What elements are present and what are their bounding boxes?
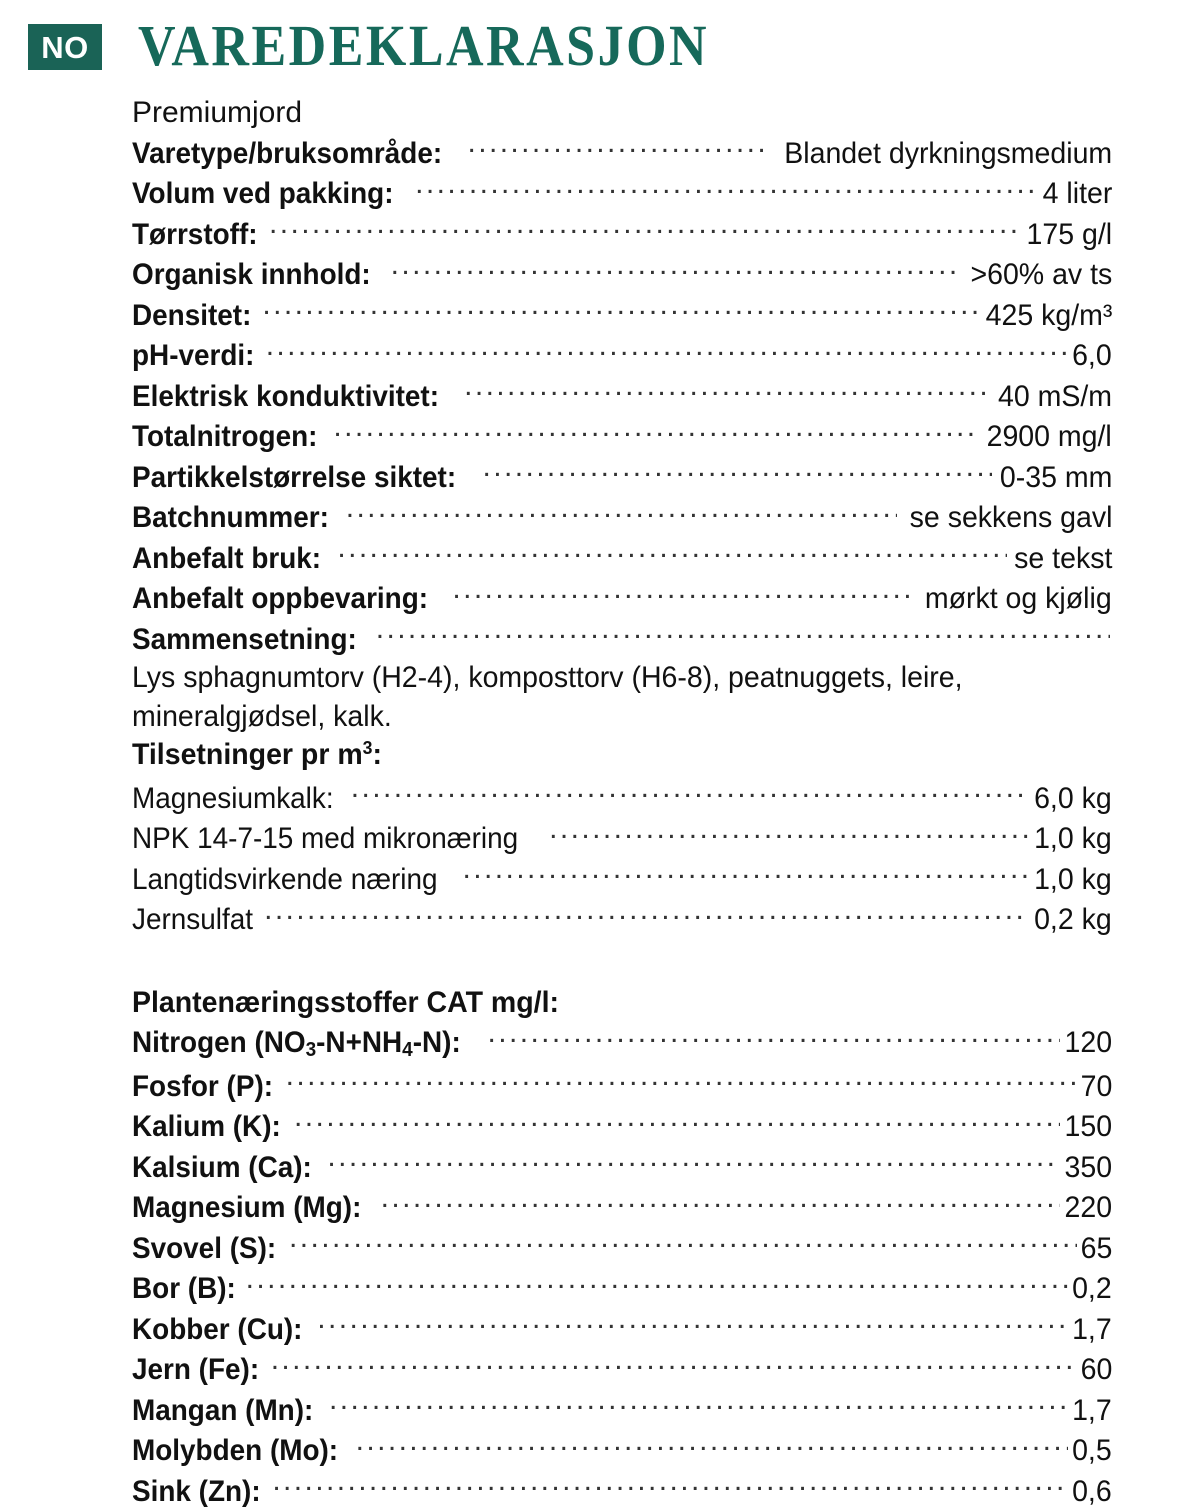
additive-jernsulfat-row (132, 899, 1112, 940)
specifications-list (132, 133, 1112, 660)
dot-leader (452, 578, 913, 608)
nutrient-label-nitrogen (132, 1024, 461, 1066)
additive-npk-14-7-15-med-mikronaering-value: 1,0 kg (1034, 820, 1112, 859)
nutrient-svovel-s-row (132, 1228, 1112, 1269)
spec-batchnummer-row (132, 497, 1112, 538)
nitrogen-part-3: -N): (413, 1026, 461, 1059)
dot-leader (337, 538, 1006, 568)
spec-densitet-label: Densitet: (132, 297, 251, 336)
nutrient-fosfor-p-label: Fosfor (P): (132, 1068, 273, 1107)
additives-list (132, 778, 1112, 940)
dot-leader (376, 619, 1110, 649)
spec-densitet-value: 425 kg/m³ (985, 297, 1112, 336)
additive-jernsulfat-value: 0,2 kg (1034, 901, 1112, 940)
dot-leader (271, 1349, 1077, 1379)
spec-varetype-bruksomrade-row (132, 133, 1112, 174)
spec-elektrisk-konduktivitet-value: 40 mS/m (998, 378, 1112, 417)
dot-leader (266, 335, 1069, 365)
nutrient-fosfor-p-row (132, 1066, 1112, 1107)
nutrient-sink-zn-row (132, 1471, 1112, 1511)
spec-volum-ved-pakking-label: Volum ved pakking: (132, 175, 393, 214)
spec-torrstoff-label: Tørrstoff: (132, 216, 258, 255)
nitrogen-subscript-4: 4 (402, 1039, 413, 1061)
dot-leader (327, 1147, 1060, 1177)
dot-leader (272, 1471, 1068, 1501)
additive-langtidsvirkende-naering-label: Langtidsvirkende næring (132, 861, 438, 900)
spec-sammensetning-label: Sammensetning: (132, 621, 357, 660)
nutrient-svovel-s-value: 65 (1080, 1230, 1112, 1269)
spec-torrstoff-value: 175 g/l (1026, 216, 1112, 255)
spec-anbefalt-oppbevaring-row (132, 578, 1112, 619)
label-header (0, 0, 1200, 72)
additives-heading-colon: : (373, 738, 383, 771)
additive-magnesiumkalk-label: Magnesiumkalk: (132, 780, 334, 819)
additive-npk-14-7-15-med-mikronaering-row (132, 818, 1112, 859)
nutrients-list (132, 1066, 1112, 1511)
nutrient-molybden-mo-label: Molybden (Mo): (132, 1432, 338, 1471)
spec-anbefalt-oppbevaring-value: mørkt og kjølig (925, 580, 1112, 619)
additive-langtidsvirkende-naering-row (132, 859, 1112, 900)
composition-line-1: Lys sphagnumtorv (H2-4), komposttorv (H6-8), peatnuggets, leire, (132, 659, 1063, 698)
spec-torrstoff-row (132, 214, 1112, 255)
spec-batchnummer-value: se sekkens gavl (909, 499, 1112, 538)
spec-organisk-innhold-row (132, 254, 1112, 295)
spec-anbefalt-bruk-value: se tekst (1014, 540, 1112, 579)
nutrient-magnesium-mg-row (132, 1187, 1112, 1228)
dot-leader (549, 818, 1028, 848)
spec-elektrisk-konduktivitet-row (132, 376, 1112, 417)
additives-heading-text: Tilsetninger pr m (132, 738, 363, 771)
nutrient-jern-fe-value: 60 (1080, 1351, 1112, 1390)
spec-totalnitrogen-value: 2900 mg/l (987, 418, 1112, 457)
nutrient-kobber-cu-label: Kobber (Cu): (132, 1311, 302, 1350)
nutrient-sink-zn-label: Sink (Zn): (132, 1473, 261, 1511)
nutrient-kalium-k-row (132, 1106, 1112, 1147)
additive-jernsulfat-label: Jernsulfat (132, 901, 253, 940)
composition-line-2: mineralgjødsel, kalk. (132, 698, 1063, 737)
nitrogen-subscript-3: 3 (306, 1039, 317, 1061)
nitrogen-part-1: Nitrogen (NO (132, 1026, 306, 1059)
nutrient-mangan-mn-row (132, 1390, 1112, 1431)
dot-leader (317, 1309, 1068, 1339)
nutrient-molybden-mo-row (132, 1430, 1112, 1471)
nutrient-kalsium-ca-row (132, 1147, 1112, 1188)
dot-leader (356, 1430, 1069, 1460)
spec-elektrisk-konduktivitet-label: Elektrisk konduktivitet: (132, 378, 439, 417)
spec-partikkelstorrelse-siktet-value: 0-35 mm (1000, 459, 1112, 498)
dot-leader (289, 1228, 1077, 1258)
page-title: VAREDEKLARASJON (138, 18, 709, 76)
composition-text (132, 659, 1112, 736)
dot-leader (294, 1106, 1060, 1136)
nutrient-sink-zn-value: 0,6 (1072, 1473, 1112, 1511)
dot-leader (346, 497, 897, 527)
nutrients-heading: Plantenæringsstoffer CAT mg/l: (132, 984, 1063, 1023)
dot-leader (329, 1390, 1068, 1420)
spec-ph-verdi-value: 6,0 (1072, 337, 1112, 376)
spec-volum-ved-pakking-row (132, 173, 1112, 214)
dot-leader (262, 295, 976, 325)
spec-organisk-innhold-label: Organisk innhold: (132, 256, 371, 295)
nutrient-magnesium-mg-value: 220 (1064, 1189, 1112, 1228)
spec-anbefalt-bruk-label: Anbefalt bruk: (132, 540, 321, 579)
dot-leader (333, 416, 978, 446)
nutrient-bor-b-label: Bor (B): (132, 1270, 236, 1309)
nutrient-bor-b-row (132, 1268, 1112, 1309)
nutrient-bor-b-value: 0,2 (1072, 1270, 1112, 1309)
additives-heading-superscript: 3 (363, 737, 373, 758)
dot-leader (381, 1187, 1060, 1217)
dot-leader (464, 376, 990, 406)
nutrient-kobber-cu-value: 1,7 (1072, 1311, 1112, 1350)
nutrient-kalsium-ca-value: 350 (1064, 1149, 1112, 1188)
spec-organisk-innhold-value: >60% av ts (970, 256, 1112, 295)
additive-magnesiumkalk-value: 6,0 kg (1034, 780, 1112, 819)
nutrient-mangan-mn-value: 1,7 (1072, 1392, 1112, 1431)
declaration-sheet (0, 72, 1200, 1511)
dot-leader (483, 457, 992, 487)
product-name: Premiumjord (132, 94, 1112, 133)
dot-leader (351, 778, 1029, 808)
nutrient-jern-fe-label: Jern (Fe): (132, 1351, 259, 1390)
nutrient-svovel-s-label: Svovel (S): (132, 1230, 276, 1269)
nutrient-kalium-k-value: 150 (1064, 1108, 1112, 1147)
nutrient-kobber-cu-row (132, 1309, 1112, 1350)
spec-totalnitrogen-row (132, 416, 1112, 457)
spec-batchnummer-label: Batchnummer: (132, 499, 329, 538)
section-spacer (132, 940, 1112, 984)
dot-leader (391, 254, 961, 284)
dot-leader (264, 899, 1028, 929)
language-badge: NO (28, 24, 102, 70)
nutrient-jern-fe-row (132, 1349, 1112, 1390)
spec-densitet-row (132, 295, 1112, 336)
additive-npk-14-7-15-med-mikronaering-label: NPK 14-7-15 med mikronæring (132, 820, 518, 859)
spec-ph-verdi-label: pH-verdi: (132, 337, 254, 376)
spec-anbefalt-bruk-row (132, 538, 1112, 579)
additive-langtidsvirkende-naering-value: 1,0 kg (1034, 861, 1112, 900)
dot-leader (269, 214, 1020, 244)
nutrient-molybden-mo-value: 0,5 (1072, 1432, 1112, 1471)
dot-leader (246, 1268, 1069, 1298)
spec-volum-ved-pakking-value: 4 liter (1042, 175, 1112, 214)
spec-totalnitrogen-label: Totalnitrogen: (132, 418, 317, 457)
nutrient-kalium-k-label: Kalium (K): (132, 1108, 281, 1147)
nutrient-kalsium-ca-label: Kalsium (Ca): (132, 1149, 312, 1188)
additive-magnesiumkalk-row (132, 778, 1112, 819)
nutrient-mangan-mn-label: Mangan (Mn): (132, 1392, 313, 1431)
spec-anbefalt-oppbevaring-label: Anbefalt oppbevaring: (132, 580, 428, 619)
spec-partikkelstorrelse-siktet-row (132, 457, 1112, 498)
additives-heading (132, 736, 1063, 778)
dot-leader (286, 1066, 1077, 1096)
dot-leader (463, 859, 1029, 889)
nutrient-value-nitrogen: 120 (1064, 1024, 1112, 1063)
spec-partikkelstorrelse-siktet-label: Partikkelstørrelse siktet: (132, 459, 456, 498)
spec-varetype-bruksomrade-label: Varetype/bruksområde: (132, 135, 442, 174)
dot-leader (415, 173, 1036, 203)
spec-ph-verdi-row (132, 335, 1112, 376)
nutrient-magnesium-mg-label: Magnesium (Mg): (132, 1189, 361, 1228)
nitrogen-part-2: -N+NH (316, 1026, 402, 1059)
dot-leader (488, 1022, 1060, 1052)
nutrient-fosfor-p-value: 70 (1080, 1068, 1112, 1107)
spec-varetype-bruksomrade-value: Blandet dyrkningsmedium (784, 135, 1112, 174)
nutrient-row-nitrogen (132, 1022, 1112, 1066)
spec-sammensetning-row (132, 619, 1112, 660)
dot-leader (467, 133, 764, 163)
